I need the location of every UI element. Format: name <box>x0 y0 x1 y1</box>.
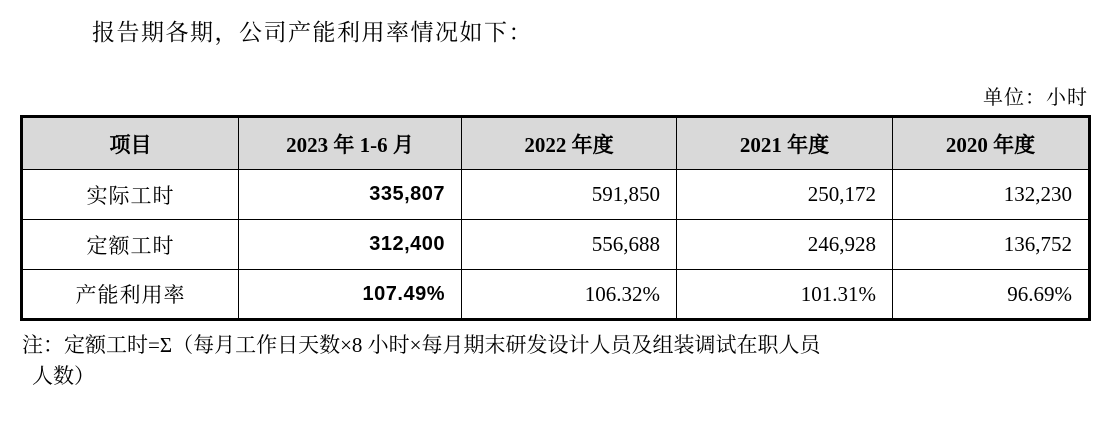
table-row <box>22 170 1090 220</box>
intro-sentence: 报告期各期，公司产能利用率情况如下： <box>92 20 533 45</box>
cell-value: 312,400 <box>239 220 462 270</box>
row-label-utilization-rate: 产能利用率 <box>22 270 239 320</box>
header-2022: 2022 年度 <box>462 117 677 170</box>
header-2021: 2021 年度 <box>677 117 893 170</box>
cell-value: 132,230 <box>893 170 1090 220</box>
cell-value: 335,807 <box>239 170 462 220</box>
cell-value: 136,752 <box>893 220 1090 270</box>
cell-value: 556,688 <box>462 220 677 270</box>
cell-value: 591,850 <box>462 170 677 220</box>
header-row <box>22 117 1090 170</box>
cell-value: 106.32% <box>462 270 677 320</box>
footnote-line-2: 人数） <box>32 364 95 388</box>
capacity-utilization-table <box>20 115 1091 321</box>
footnote <box>22 330 1084 392</box>
cell-value: 107.49% <box>239 270 462 320</box>
row-label-quota-hours: 定额工时 <box>22 220 239 270</box>
table-header <box>22 117 1090 170</box>
header-item: 项目 <box>22 117 239 170</box>
table-row <box>22 220 1090 270</box>
unit-label: 单位：小时 <box>983 87 1088 109</box>
header-2023: 2023 年 1-6 月 <box>239 117 462 170</box>
cell-value: 96.69% <box>893 270 1090 320</box>
cell-value: 246,928 <box>677 220 893 270</box>
footnote-line-1: 注：定额工时=Σ（每月工作日天数×8 小时×每月期末研发设计人员及组装调试在职人员 <box>22 333 821 357</box>
row-label-actual-hours: 实际工时 <box>22 170 239 220</box>
cell-value: 101.31% <box>677 270 893 320</box>
cell-value: 250,172 <box>677 170 893 220</box>
header-2020: 2020 年度 <box>893 117 1090 170</box>
table-row <box>22 270 1090 320</box>
